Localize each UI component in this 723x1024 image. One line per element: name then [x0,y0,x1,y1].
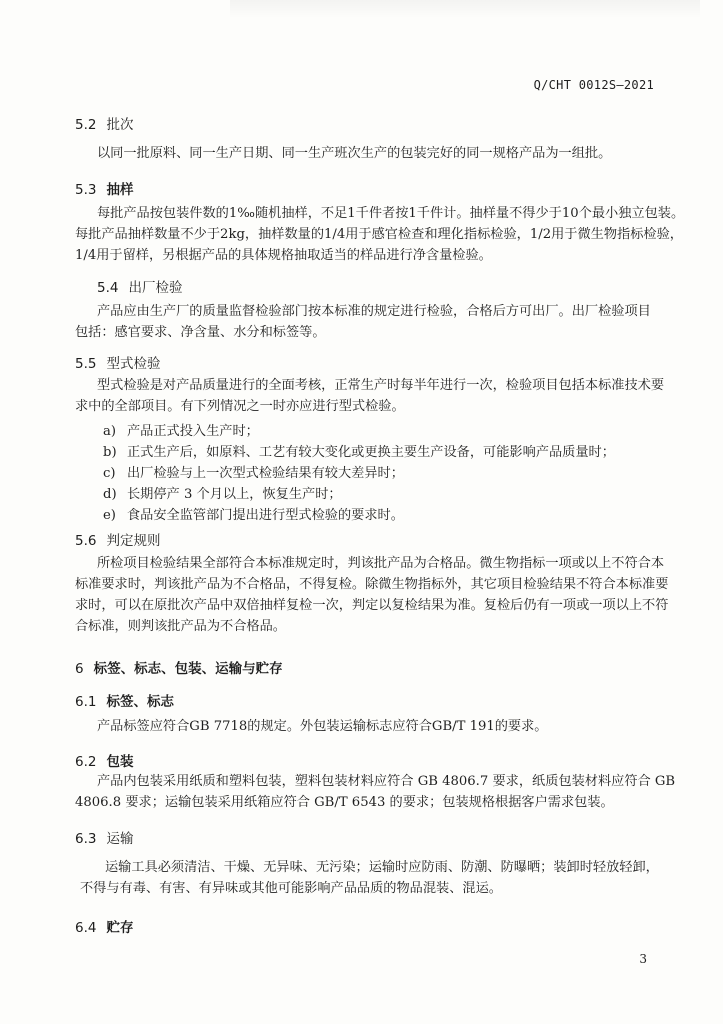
section-heading-6-3: 6.3 运输 [75,831,134,847]
scan-shadow [230,0,700,18]
section-heading-5-5: 5.5 型式检验 [75,356,161,372]
paragraph-factory-inspection: 产品应由生产厂的质量监督检验部门按本标准的规定进行检验，合格后方可出厂。出厂检验项目 包括：感官要求、净含量、水分和标签等。 [75,304,651,340]
list-item: a) 产品正式投入生产时； [103,424,259,439]
section-heading-6-2: 6.2 包装 [75,754,134,770]
section-heading-5-6: 5.6 判定规则 [75,533,161,549]
page-number: 3 [639,952,647,966]
paragraph-batch: 以同一批原料、同一生产日期、同一生产班次生产的包装完好的同一规格产品为一组批。 [97,146,612,161]
section-heading-6-1: 6.1 标签、标志 [75,694,174,710]
list-item: d) 长期停产 3 个月以上，恢复生产时； [103,487,342,502]
paragraph-sampling: 每批产品按包装件数的1‰随机抽样，不足1千件者按1千件计。抽样量不得少于10个最小独立包装。 每批产品抽样数量不少于2kg，抽样数量的1/4用于感官检查和理化指标检验，1/2用于微生物指标检验， 1/4用于留样，另根据产品的具体规格抽取适当的样品进行净含量检验。 [75,206,685,263]
document-code: Q/CHT 0012S—2021 [533,78,654,92]
list-item: c) 出厂检验与上一次型式检验结果有较大差异时； [103,466,404,481]
paragraph-labels: 产品标签应符合GB 7718的规定。外包装运输标志应符合GB/T 191的要求。 [97,719,548,734]
section-heading-5-2: 5.2 批次 [75,117,134,133]
paragraph-packaging: 产品内包装采用纸质和塑料包装，塑料包装材料应符合 GB 4806.7 要求，纸质包装材料应符合 GB 4806.8 要求；运输包装采用纸箱应符合 GB/T 6543 的要求；包装规格根据客户需求包装。 [75,774,676,810]
chapter-heading-6: 6 标签、标志、包装、运输与贮存 [75,661,283,677]
list-item: b) 正式生产后，如原料、工艺有较大变化或更换主要生产设备，可能影响产品质量时； [103,445,615,460]
list-item: e) 食品安全监管部门提出进行型式检验的要求时。 [103,508,404,523]
paragraph-judgment-rules: 所检项目检验结果全部符合本标准规定时，判该批产品为合格品。微生物指标一项或以上不符合本 标准要求时，判该批产品为不合格品，不得复检。除微生物指标外，其它项目检验结果不符合本标准要 求时，可以在原批次产品中双倍抽样复检一次，判定以复检结果为准。复检后仍有一项或一项以上不符 合标准，则判该批产品为不合格品。 [75,556,669,634]
section-heading-5-3: 5.3 抽样 [75,182,134,198]
section-heading-6-4: 6.4 贮存 [75,920,134,936]
paragraph-type-inspection: 型式检验是对产品质量进行的全面考核，正常生产时每半年进行一次，检验项目包括本标准技术要 求中的全部项目。有下列情况之一时亦应进行型式检验。 [75,378,665,414]
section-heading-5-4: 5.4 出厂检验 [97,280,183,296]
paragraph-transport: 运输工具必须清洁、干燥、无异味、无污染；运输时应防雨、防潮、防曝晒；装卸时轻放轻卸， 不得与有毒、有害、有异味或其他可能影响产品品质的物品混装、混运。 [80,860,659,896]
